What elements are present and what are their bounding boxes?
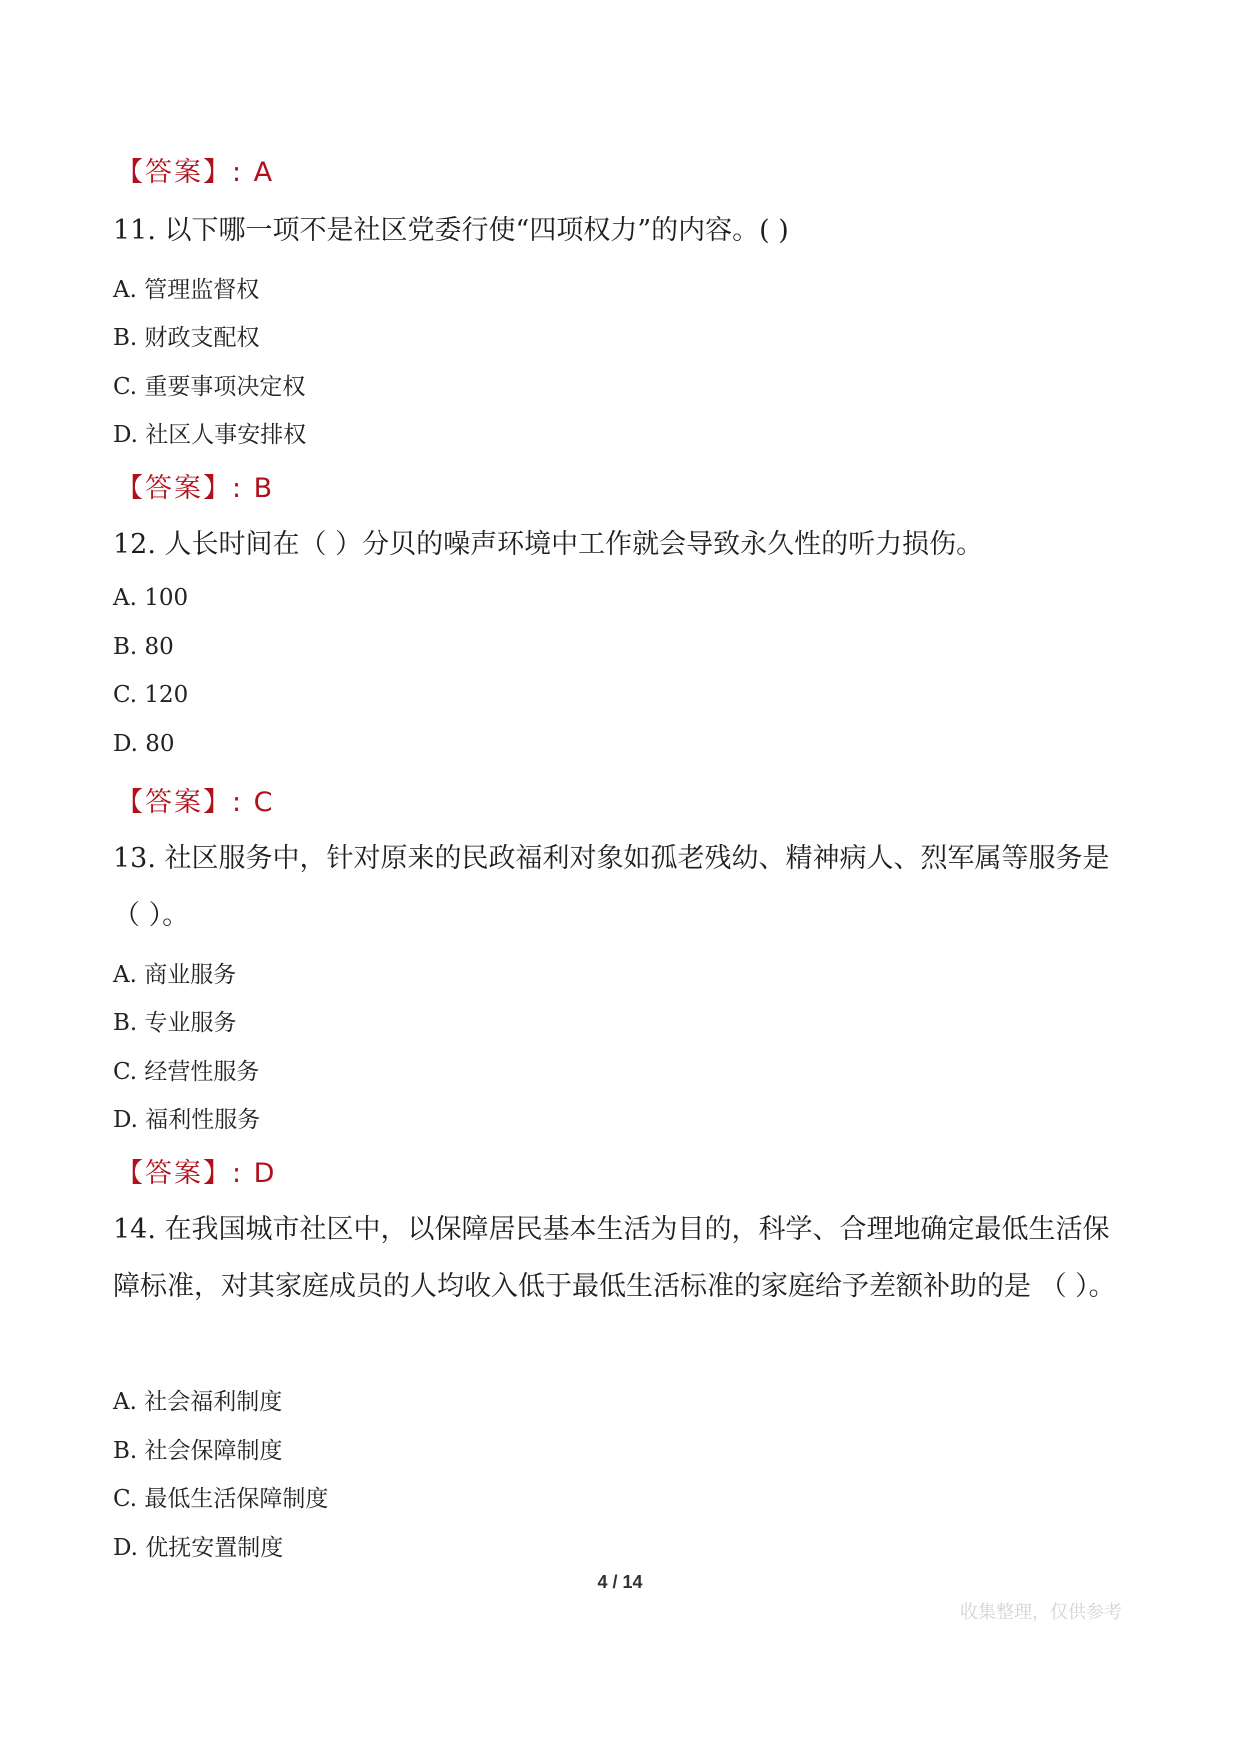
question-14: 14. 在我国城市社区中，以保障居民基本生活为目的，科学、合理地确定最低生活保障标准，对其家庭成员的人均收入低于最低生活标准的家庭给予差额补助的是 （ ）。 [113, 1214, 1116, 1302]
option-12-a: A. 100 [113, 585, 189, 611]
question-12: 12. 人长时间在（ ）分贝的噪声环境中工作就会导致永久性的听力损伤。 [113, 529, 984, 560]
answer-label: 【答案】: D [116, 1158, 277, 1189]
option-13-c: C. 经营性服务 [113, 1059, 260, 1085]
question-13: 13. 社区服务中，针对原来的民政福利对象如孤老残幼、精神病人、烈军属等服务是 （ ）。 [113, 843, 1110, 931]
option-14-b: B. 社会保障制度 [113, 1438, 283, 1464]
option-12-b: B. 80 [113, 634, 174, 660]
option-14-c: C. 最低生活保障制度 [113, 1486, 329, 1512]
answer-label: 【答案】: A [116, 157, 275, 188]
option-11-d: D. 社区人事安排权 [113, 422, 307, 448]
option-14-d: D. 优抚安置制度 [113, 1535, 284, 1561]
option-13-d: D. 福利性服务 [113, 1107, 261, 1133]
option-13-b: B. 专业服务 [113, 1010, 237, 1036]
option-12-d: D. 80 [113, 731, 175, 757]
option-11-c: C. 重要事项决定权 [113, 374, 306, 400]
option-12-c: C. 120 [113, 682, 189, 708]
option-14-a: A. 社会福利制度 [113, 1389, 283, 1415]
option-13-a: A. 商业服务 [113, 962, 237, 988]
option-11-a: A. 管理监督权 [113, 277, 260, 303]
answer-label: 【答案】: B [116, 473, 275, 504]
answer-label: 【答案】: C [116, 787, 275, 818]
question-11: 11. 以下哪一项不是社区党委行使“四项权力”的内容。( ) [113, 215, 789, 246]
watermark-text: 收集整理，仅供参考 [960, 1602, 1122, 1623]
page-number: 4 / 14 [597, 1572, 643, 1592]
option-11-b: B. 财政支配权 [113, 325, 260, 351]
